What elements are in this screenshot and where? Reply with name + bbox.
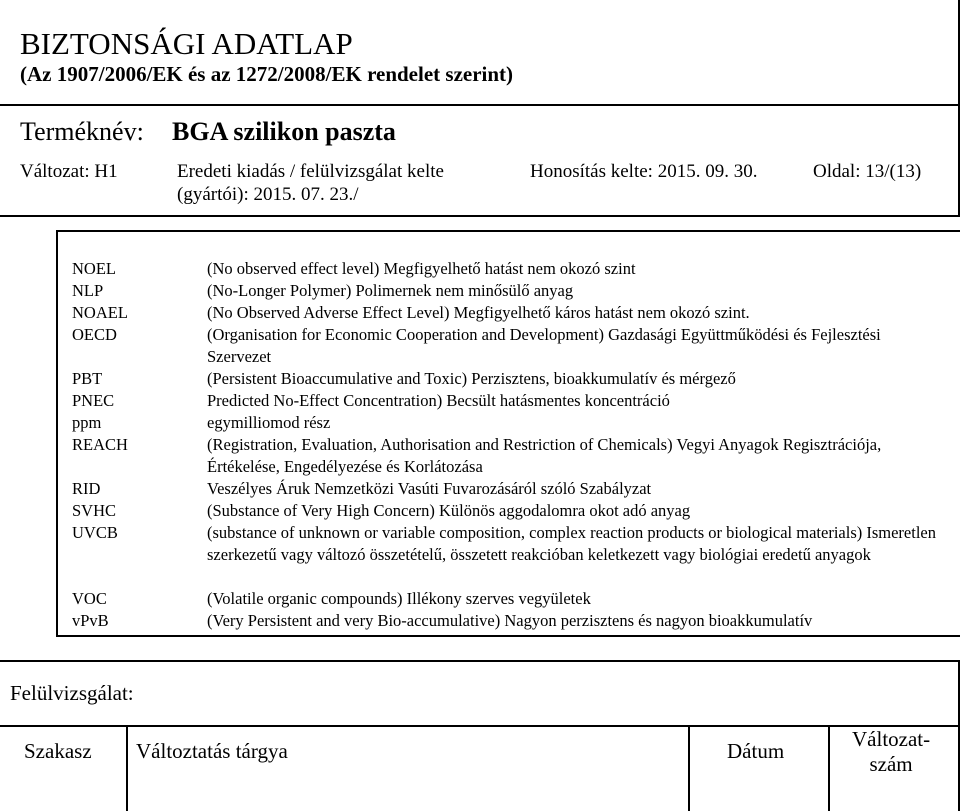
header-divider [0,104,958,106]
abbreviation-term: NOAEL [72,303,128,322]
abbreviation-definition: Veszélyes Áruk Nemzetközi Vasúti Fuvarozásáról szóló Szabályzat [207,479,652,498]
column-header-version-line1: Változat- [852,727,931,751]
abbreviation-term: NLP [72,281,104,300]
abbreviation-term: PBT [72,369,103,388]
abbreviation-definition: (substance of unknown or variable composition, complex reaction products or biological materials) Ismeretlen szerkezetű vagy változó összetételű, összetett reakcióban keletkezett vagy biológiai eredetű anyagok [207,523,936,564]
revision-col-date [688,725,830,811]
page-number: Oldal: 13/(13) [813,161,922,182]
abbreviation-term: PNEC [72,391,115,410]
document-title: BIZTONSÁGI ADATLAP [20,26,353,61]
abbreviation-definition: Predicted No-Effect Concentration) Becsült hatásmentes koncentráció [207,391,670,410]
abbreviation-definition: (Very Persistent and very Bio-accumulative) Nagyon perzisztens és nagyon bioakkumulatív [207,611,813,630]
abbreviation-term: UVCB [72,523,118,542]
revision-col-section [0,725,126,811]
abbreviation-term: OECD [72,325,117,344]
column-header-version [852,727,930,777]
abbreviation-definition: (Volatile organic compounds) Illékony szerves vegyületek [207,589,591,608]
abbreviation-term: vPvB [72,611,109,630]
abbreviation-definition: (Registration, Evaluation, Authorisation and Restriction of Chemicals) Vegyi Anyagok Regisztrációja, Értékelése, Engedélyezése és Korlátozása [207,435,882,476]
version-label: Változat: H1 [20,161,118,182]
abbreviation-definition: (Persistent Bioaccumulative and Toxic) Perzisztens, bioakkumulatív és mérgező [207,369,736,388]
column-header-date: Dátum [727,739,785,763]
abbreviation-definition: (Substance of Very High Concern) Különös aggodalomra okot adó anyag [207,501,691,520]
document-subtitle: (Az 1907/2006/EK és az 1272/2008/EK rendelet szerint) [20,62,514,86]
column-header-section: Szakasz [24,739,92,763]
authorization-date: Honosítás kelte: 2015. 09. 30. [530,161,758,182]
abbreviation-definition: egymilliomod rész [207,413,331,432]
issue-date [177,160,444,206]
abbreviation-term: VOC [72,589,107,608]
product-name: BGA szilikon paszta [172,117,396,146]
abbreviation-term: ppm [72,413,102,432]
column-header-subject: Változtatás tárgya [136,739,288,763]
abbreviation-term: NOEL [72,259,116,278]
issue-date-line2: (gyártói): 2015. 07. 23./ [177,184,359,205]
abbreviation-definition: (No Observed Adverse Effect Level) Megfigyelhető káros hatást nem okozó szint. [207,303,750,322]
revision-label: Felülvizsgálat: [10,681,134,705]
abbreviation-definition: (No observed effect level) Megfigyelhető hatást nem okozó szint [207,259,636,278]
issue-date-line1: Eredeti kiadás / felülvizsgálat kelte [177,161,444,182]
revision-col-version [828,725,960,811]
product-label: Terméknév: [20,117,144,146]
column-header-version-line2: szám [869,752,913,776]
abbreviation-definition: (Organisation for Economic Cooperation and Development) Gazdasági Együttműködési és Fejlesztési Szervezet [207,325,881,366]
abbreviation-term: RID [72,479,101,498]
revision-col-subject [126,725,690,811]
abbreviation-term: REACH [72,435,128,454]
abbreviation-term: SVHC [72,501,117,520]
abbreviation-definition: (No-Longer Polymer) Polimernek nem minősülő anyag [207,281,574,300]
